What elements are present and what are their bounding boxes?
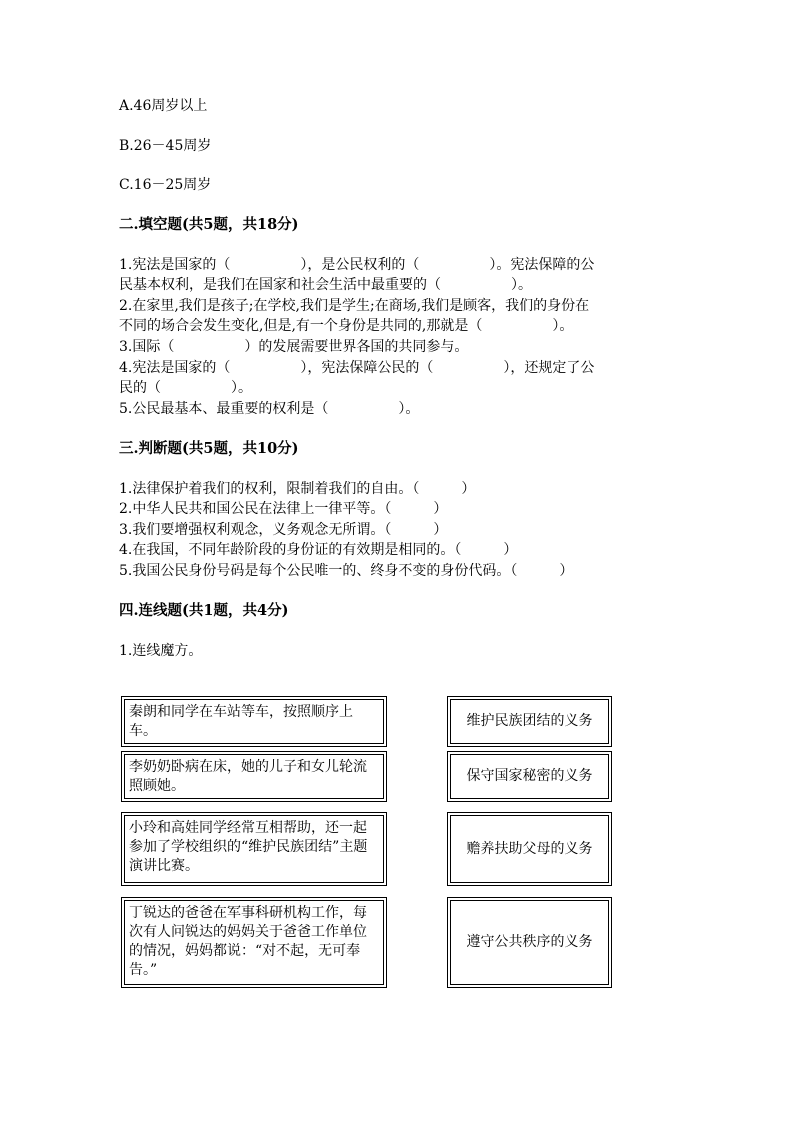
right-duty-box[interactable]: 保守国家秘密的义务: [450, 754, 609, 799]
fill-line: 民基本权利，是我们在国家和社会生活中最重要的（ ）。: [119, 277, 532, 293]
judge-line: 5.我国公民身份号码是每个公民唯一的、终身不变的身份代码。（ ）: [119, 563, 574, 579]
left-scenario-box[interactable]: 丁锐达的爸爸在军事科研机构工作，每次有人问锐达的妈妈关于爸爸工作单位的情况，妈妈都说：“对不起，无可奉告。”: [124, 900, 384, 985]
fill-line: 不同的场合会发生变化,但是,有一个身份是共同的,那就是（ ）。: [119, 318, 574, 334]
fill-line: 3.国际（ ）的发展需要世界各国的共同参与。: [119, 339, 469, 355]
left-scenario-box[interactable]: 李奶奶卧病在床，她的儿子和女儿轮流照顾她。: [124, 754, 384, 799]
option-b: B.26－45周岁: [119, 138, 212, 154]
right-duty-box[interactable]: 赡养扶助父母的义务: [450, 815, 609, 883]
left-scenario-box[interactable]: 小玲和高娃同学经常互相帮助，还一起参加了学校组织的“维护民族团结”主题演讲比赛。: [124, 815, 384, 883]
fill-line: 2.在家里,我们是孩子;在学校,我们是学生;在商场,我们是顾客，我们的身份在: [119, 298, 590, 314]
judge-line: 2.中华人民共和国公民在法律上一律平等。（ ）: [119, 501, 448, 517]
matching-question: 1.连线魔方。: [119, 643, 203, 659]
section-4-heading: 四.连线题(共1题，共4分): [119, 602, 289, 619]
fill-line: 4.宪法是国家的（ ），宪法保障公民的（ ），还规定了公: [119, 360, 595, 376]
judge-line: 1.法律保护着我们的权利，限制着我们的自由。（ ）: [119, 481, 476, 497]
fill-line: 1.宪法是国家的（ ），是公民权利的（ ）。宪法保障的公: [119, 257, 595, 273]
right-duty-box[interactable]: 遵守公共秩序的义务: [450, 900, 609, 985]
fill-line: 民的（ ）。: [119, 380, 252, 396]
option-a: A.46周岁以上: [119, 98, 208, 114]
section-3-heading: 三.判断题(共5题，共10分): [119, 440, 299, 457]
judge-line: 3.我们要增强权利观念，义务观念无所谓。（ ）: [119, 522, 448, 538]
fill-line: 5.公民最基本、最重要的权利是（ ）。: [119, 401, 420, 417]
option-c: C.16－25周岁: [119, 177, 212, 193]
left-scenario-box[interactable]: 秦朗和同学在车站等车，按照顺序上车。: [124, 699, 384, 744]
right-duty-box[interactable]: 维护民族团结的义务: [450, 699, 609, 744]
judge-line: 4.在我国，不同年龄阶段的身份证的有效期是相同的。（ ）: [119, 542, 518, 558]
section-2-heading: 二.填空题(共5题，共18分): [119, 216, 299, 233]
